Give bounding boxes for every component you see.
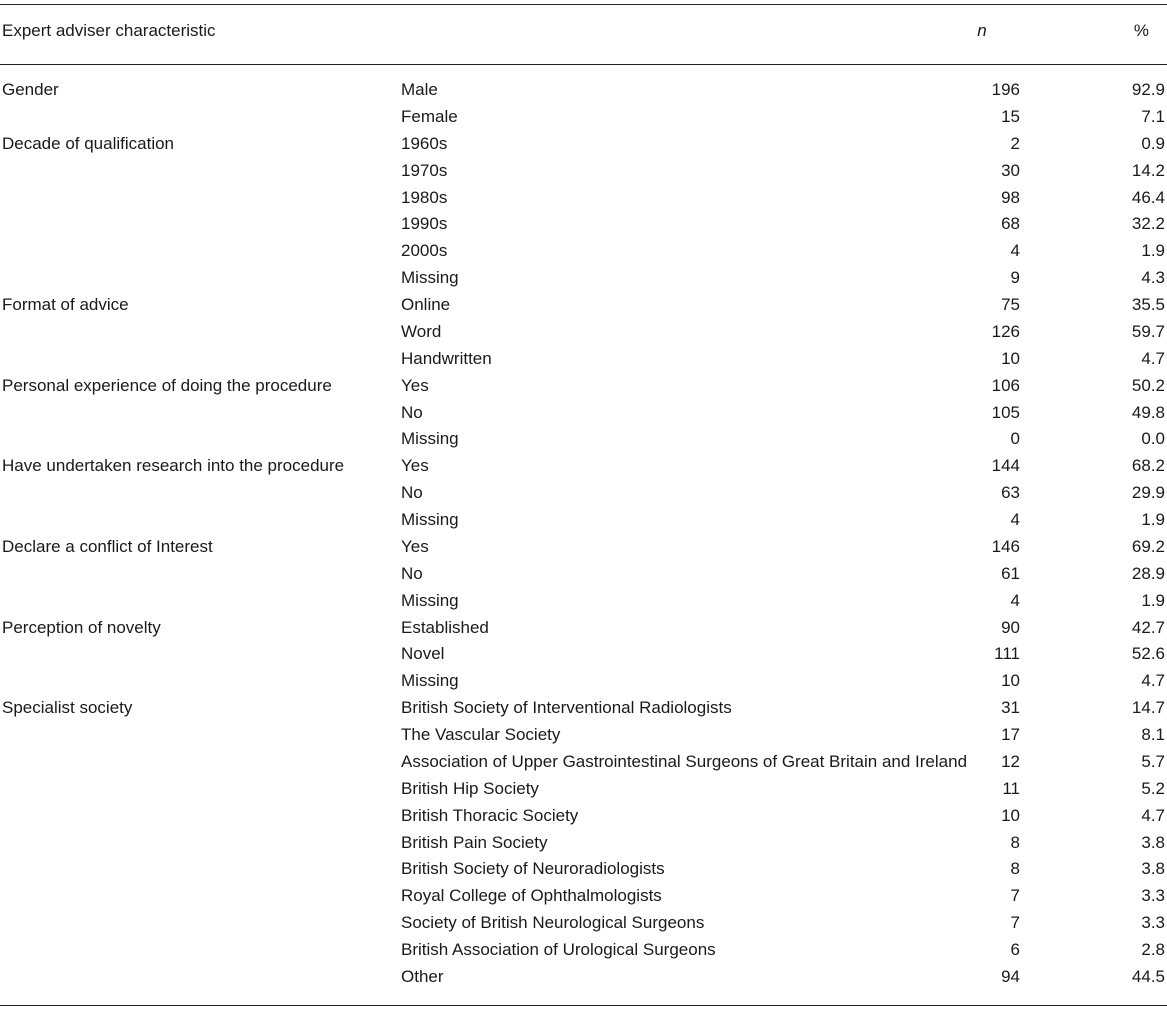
row-category-label: Female: [401, 106, 458, 126]
row-category-label: British Society of Interventional Radiologists: [401, 698, 732, 718]
row-n-value: 111: [994, 644, 1020, 664]
row-n-value: 15: [1001, 106, 1020, 126]
row-category-label: No: [401, 402, 423, 422]
row-percent-value: 42.7: [1131, 617, 1165, 637]
table-row: [0, 104, 1167, 131]
row-category-label: Yes: [401, 456, 429, 476]
row-percent-value: 29.9: [1131, 483, 1165, 503]
row-n-value: 7: [1010, 886, 1020, 906]
table-row: [0, 722, 1167, 749]
row-group-label: Declare a conflict of Interest: [2, 536, 213, 556]
row-percent-value: 28.9: [1131, 563, 1165, 583]
row-n-value: 12: [1001, 751, 1020, 771]
row-category-label: 1980s: [401, 187, 448, 207]
table-row: [0, 695, 1167, 722]
row-percent-value: 4.7: [1141, 671, 1165, 691]
row-n-value: 7: [1010, 913, 1020, 933]
row-group-label: Have undertaken research into the procedure: [2, 456, 345, 476]
row-n-value: 105: [991, 402, 1020, 422]
row-n-value: 98: [1001, 187, 1020, 207]
row-category-label: No: [401, 563, 423, 583]
row-group-label: Specialist society: [2, 698, 133, 718]
row-percent-value: 69.2: [1131, 536, 1165, 556]
table-row: [0, 265, 1167, 292]
table-header: [0, 18, 1167, 44]
row-percent-value: 1.9: [1141, 590, 1165, 610]
row-n-value: 31: [1001, 698, 1020, 718]
table-row: [0, 77, 1167, 104]
table-row: [0, 776, 1167, 803]
row-percent-value: 52.6: [1131, 644, 1165, 664]
row-n-value: 30: [1001, 160, 1020, 180]
row-n-value: 144: [991, 456, 1020, 476]
row-percent-value: 5.7: [1141, 751, 1165, 771]
table-row: [0, 292, 1167, 319]
row-percent-value: 14.2: [1131, 160, 1165, 180]
row-category-label: British Pain Society: [401, 832, 548, 852]
table-row: [0, 588, 1167, 615]
row-percent-value: 1.9: [1141, 510, 1165, 529]
row-category-label: Yes: [401, 536, 429, 556]
table-row: [0, 856, 1167, 883]
row-category-label: 2000s: [401, 241, 448, 261]
row-n-value: 11: [1002, 778, 1020, 798]
row-percent-value: 7.1: [1141, 106, 1165, 126]
table-row: [0, 426, 1167, 453]
row-n-value: 106: [991, 375, 1020, 395]
table-row: [0, 346, 1167, 373]
row-percent-value: 0.9: [1141, 133, 1165, 153]
row-category-label: British Thoracic Society: [401, 805, 579, 825]
row-category-label: Established: [401, 617, 489, 637]
table-row: [0, 453, 1167, 480]
table-row: [0, 803, 1167, 830]
row-percent-value: 59.7: [1131, 321, 1165, 341]
row-percent-value: 44.5: [1131, 966, 1165, 986]
row-percent-value: 3.8: [1141, 859, 1165, 879]
row-n-value: 9: [1010, 268, 1020, 288]
row-category-label: Association of Upper Gastrointestinal Surgeons of Great Britain and Ireland: [401, 751, 968, 771]
table-row: [0, 668, 1167, 695]
row-category-label: Yes: [401, 375, 429, 395]
header-percent: %: [1133, 21, 1149, 40]
top-rule: [0, 4, 1167, 5]
table-row: [0, 480, 1167, 507]
header-n: n: [977, 21, 987, 40]
row-category-label: Missing: [401, 590, 459, 610]
table-row: [0, 615, 1167, 642]
table-row: [0, 185, 1167, 212]
row-n-value: 75: [1001, 295, 1020, 314]
row-category-label: 1970s: [401, 160, 448, 180]
table-row: [0, 319, 1167, 346]
row-n-value: 17: [1001, 725, 1020, 744]
row-category-label: Missing: [401, 429, 459, 449]
row-percent-value: 49.8: [1131, 402, 1165, 422]
row-percent-value: 68.2: [1131, 456, 1165, 476]
row-n-value: 4: [1010, 590, 1020, 610]
row-group-label: Decade of qualification: [2, 133, 175, 153]
table-row: [0, 373, 1167, 400]
row-n-value: 8: [1010, 859, 1020, 879]
table-row: [0, 400, 1167, 427]
row-category-label: 1990s: [401, 214, 448, 234]
row-group-label: Personal experience of doing the procedure: [2, 375, 332, 395]
row-n-value: 10: [1001, 348, 1020, 368]
row-percent-value: 0.0: [1141, 429, 1165, 449]
table-row: [0, 131, 1167, 158]
row-category-label: Handwritten: [401, 348, 492, 368]
row-percent-value: 3.8: [1141, 832, 1165, 852]
table-row: [0, 158, 1167, 185]
row-n-value: 8: [1010, 832, 1020, 852]
table-row: [0, 749, 1167, 776]
row-category-label: British Society of Neuroradiologists: [401, 859, 665, 879]
row-percent-value: 5.2: [1141, 778, 1165, 798]
row-category-label: Male: [401, 80, 438, 99]
row-percent-value: 4.3: [1141, 268, 1165, 288]
row-category-label: Other: [401, 966, 444, 986]
row-percent-value: 4.7: [1141, 805, 1165, 825]
row-n-value: 2: [1010, 133, 1020, 153]
table-row: [0, 534, 1167, 561]
row-n-value: 126: [991, 321, 1020, 341]
header-rule: [0, 64, 1167, 65]
row-percent-value: 50.2: [1131, 375, 1165, 395]
row-percent-value: 35.5: [1131, 295, 1165, 314]
row-category-label: British Association of Urological Surgeons: [401, 940, 716, 959]
row-percent-value: 4.7: [1141, 348, 1165, 368]
row-category-label: No: [401, 483, 423, 503]
table-row: [0, 641, 1167, 668]
row-category-label: 1960s: [401, 133, 448, 153]
row-percent-value: 3.3: [1141, 886, 1165, 906]
row-n-value: 196: [991, 80, 1020, 99]
row-n-value: 4: [1010, 241, 1020, 261]
row-percent-value: 1.9: [1141, 241, 1165, 261]
row-percent-value: 3.3: [1141, 913, 1165, 933]
row-n-value: 94: [1001, 966, 1020, 986]
row-category-label: Missing: [401, 671, 459, 691]
row-category-label: Missing: [401, 268, 459, 288]
row-percent-value: 32.2: [1131, 214, 1165, 234]
table-row: [0, 883, 1167, 910]
row-category-label: British Hip Society: [401, 778, 539, 798]
table-row: [0, 964, 1167, 991]
table-body: [0, 77, 1167, 991]
row-percent-value: 8.1: [1141, 725, 1165, 744]
row-group-label: Format of advice: [2, 295, 129, 314]
table-row: [0, 910, 1167, 937]
row-group-label: Gender: [2, 80, 59, 99]
row-n-value: 10: [1001, 671, 1020, 691]
row-percent-value: 92.9: [1131, 80, 1165, 99]
table-row: [0, 561, 1167, 588]
row-category-label: Royal College of Ophthalmologists: [401, 886, 662, 906]
header-characteristic: Expert adviser characteristic: [2, 21, 216, 40]
row-category-label: Missing: [401, 510, 459, 529]
table-row: [0, 238, 1167, 265]
row-percent-value: 14.7: [1131, 698, 1165, 718]
bottom-rule: [0, 1005, 1167, 1006]
row-category-label: The Vascular Society: [401, 725, 561, 744]
row-category-label: Word: [401, 321, 442, 341]
row-n-value: 63: [1001, 483, 1020, 503]
row-n-value: 90: [1001, 617, 1020, 637]
table-row: [0, 830, 1167, 857]
table-row: [0, 211, 1167, 238]
row-percent-value: 2.8: [1141, 940, 1165, 959]
row-n-value: 146: [991, 536, 1020, 556]
row-group-label: Perception of novelty: [2, 617, 161, 637]
table-row: [0, 937, 1167, 964]
row-n-value: 61: [1001, 563, 1020, 583]
row-n-value: 10: [1001, 805, 1020, 825]
table-row: [0, 507, 1167, 534]
row-n-value: 68: [1001, 214, 1020, 234]
row-category-label: Society of British Neurological Surgeons: [401, 913, 705, 933]
row-n-value: 6: [1010, 940, 1020, 959]
row-n-value: 0: [1010, 429, 1020, 449]
row-percent-value: 46.4: [1131, 187, 1165, 207]
row-category-label: Novel: [401, 644, 445, 664]
row-category-label: Online: [401, 295, 451, 314]
row-n-value: 4: [1010, 510, 1020, 529]
